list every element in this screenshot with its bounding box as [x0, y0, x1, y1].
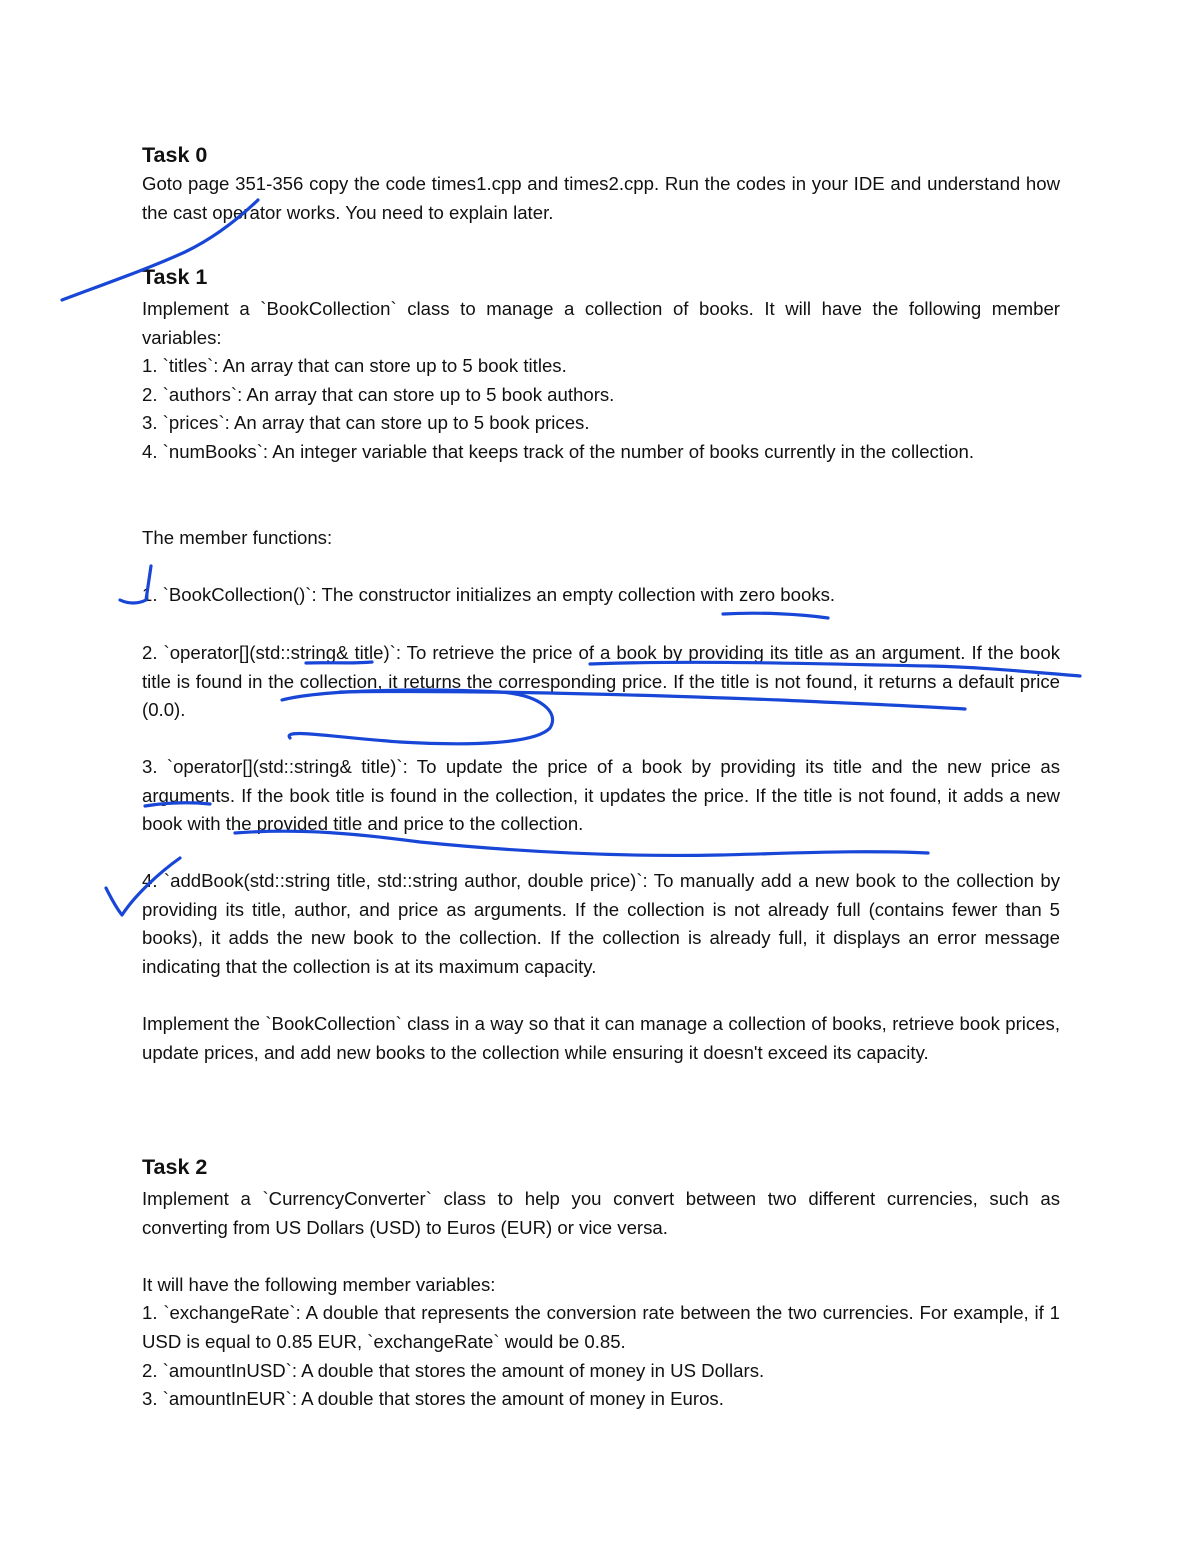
task0-body: Goto page 351-356 copy the code times1.cpp and times2.cpp. Run the codes in your IDE and understand how the cast operator works. You need to explain later.: [142, 173, 1060, 223]
task2-member-1: 1. `exchangeRate`: A double that represents the conversion rate between the two currencies. For example, if 1 USD is equal to 0.85 EUR, `exchangeRate` would be 0.85.: [142, 1302, 1060, 1352]
task1-member-1: 1. `titles`: An array that can store up to 5 book titles.: [142, 355, 567, 376]
task1-intro: Implement a `BookCollection` class to manage a collection of books. It will have the following member variables:: [142, 298, 1060, 348]
task1-heading: Task 1: [142, 265, 208, 289]
task1-functions-label: The member functions:: [142, 527, 333, 548]
task2-intro: Implement a `CurrencyConverter` class to help you convert between two different currencies, such as converting from US Dollars (USD) to Euros (EUR) or vice versa.: [142, 1188, 1060, 1238]
task1-function-2: 2. `operator[](std::string& title)`: To retrieve the price of a book by providing its title as an argument. If the book title is found in the collection, it returns the corresponding price. If the title is not found, it returns a default price (0.0).: [142, 642, 1060, 721]
task1-function-1: 1. `BookCollection()`: The constructor initializes an empty collection with zero books.: [142, 584, 836, 605]
task2-heading: Task 2: [142, 1155, 208, 1179]
task1-summary: Implement the `BookCollection` class in a way so that it can manage a collection of books, retrieve book prices, update prices, and add new books to the collection while ensuring it doesn't exceed its capacity.: [142, 1013, 1060, 1063]
task1-member-4: 4. `numBooks`: An integer variable that keeps track of the number of books currently in the collection.: [142, 441, 974, 462]
pen-underline-collection-with: [723, 613, 828, 618]
task1-function-3: 3. `operator[](std::string& title)`: To update the price of a book by providing its title and the new price as arguments. If the book title is found in the collection, it updates the price. If the title is not found, it adds a new book with the provided title and price to the collection.: [142, 756, 1060, 835]
task1-member-3: 3. `prices`: An array that can store up to 5 book prices.: [142, 412, 590, 433]
task2-members-label: It will have the following member variables:: [142, 1274, 496, 1295]
task2-member-3: 3. `amountInEUR`: A double that stores the amount of money in Euros.: [142, 1388, 724, 1409]
task1-function-4: 4. `addBook(std::string title, std::string author, double price)`: To manually add a new book to the collection by providing its title, author, and price as arguments. If the collection is not already full (contains fewer than 5 books), it adds the new book to the collection. If the collection is already full, it displays an error message indicating that the collection is at its maximum capacity.: [142, 870, 1060, 977]
task1-member-2: 2. `authors`: An array that can store up to 5 book authors.: [142, 384, 615, 405]
task2-member-2: 2. `amountInUSD`: A double that stores the amount of money in US Dollars.: [142, 1360, 765, 1381]
task0-heading: Task 0: [142, 143, 208, 167]
